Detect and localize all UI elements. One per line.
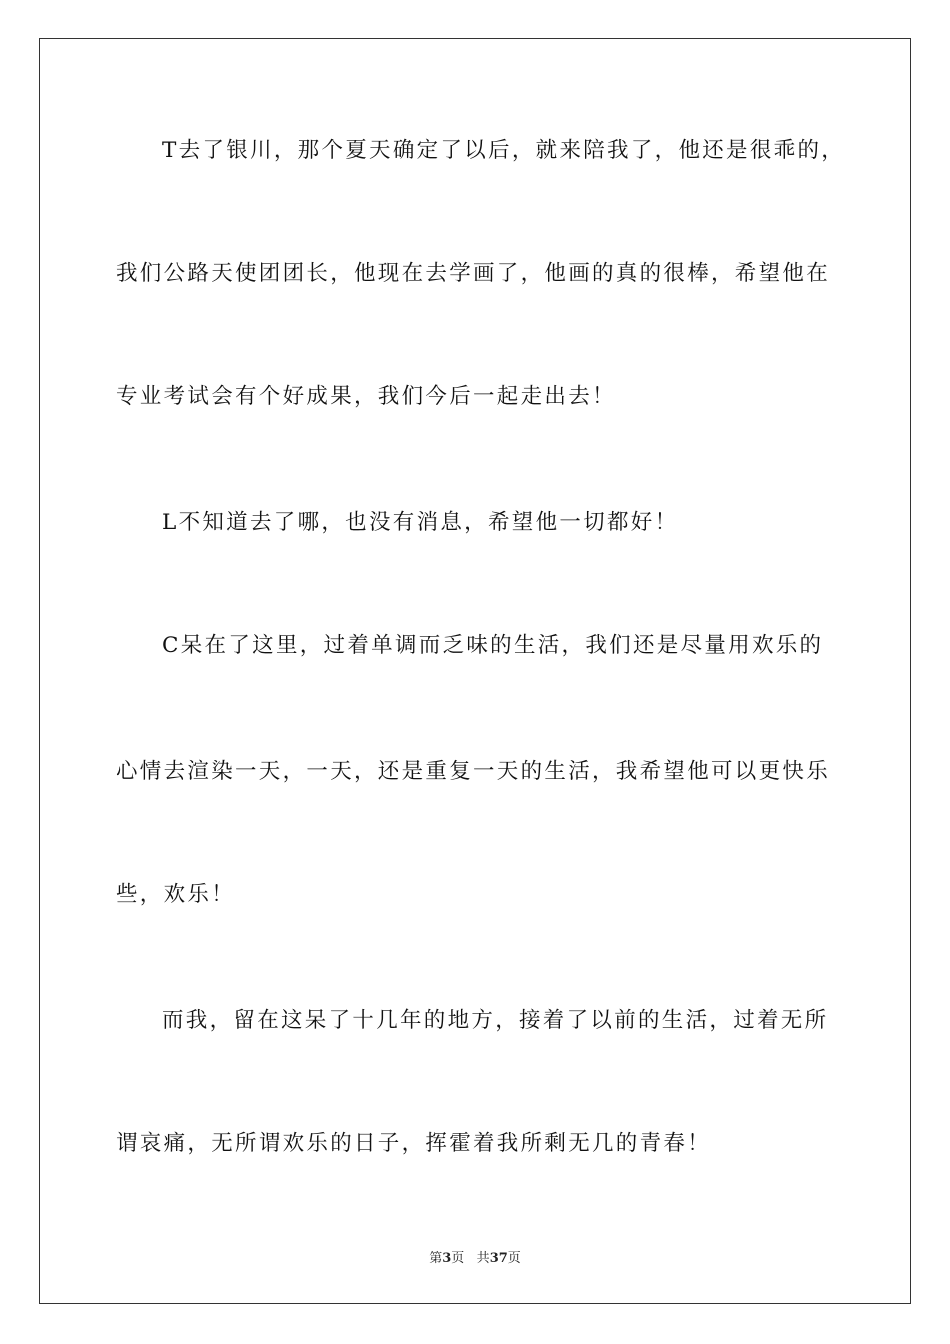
page-border [39,38,911,1304]
page-suffix: 页 [451,1251,465,1266]
paragraph-4-line-2: 谓哀痛，无所谓欢乐的日子，挥霍着我所剩无几的青春！ [116,1131,712,1156]
paragraph-2-line-1: L不知道去了哪，也没有消息，希望他一切都好！ [162,510,679,535]
total-suffix: 页 [507,1251,521,1266]
paragraph-1-line-3: 专业考试会有个好成果，我们今后一起走出去！ [116,384,616,409]
paragraph-4-line-1: 而我，留在这呆了十几年的地方，接着了以前的生活，过着无所 [162,1008,829,1033]
paragraph-1-line-2: 我们公路天使团团长，他现在去学画了，他画的真的很棒，希望他在 [116,261,831,286]
page-number: 3 [442,1251,452,1266]
paragraph-3-line-1: C呆在了这里，过着单调而乏味的生活，我们还是尽量用欢乐的 [162,633,824,658]
paragraph-3-line-3: 些，欢乐！ [116,882,236,907]
total-pages: 37 [489,1251,508,1266]
page-footer [0,1247,950,1266]
total-prefix: 共 [476,1251,490,1266]
page-prefix: 第 [429,1251,443,1266]
paragraph-3-line-2: 心情去渲染一天，一天，还是重复一天的生活，我希望他可以更快乐 [116,759,831,784]
paragraph-1-line-1: T去了银川，那个夏天确定了以后，就来陪我了，他还是很乖的， [162,138,846,163]
